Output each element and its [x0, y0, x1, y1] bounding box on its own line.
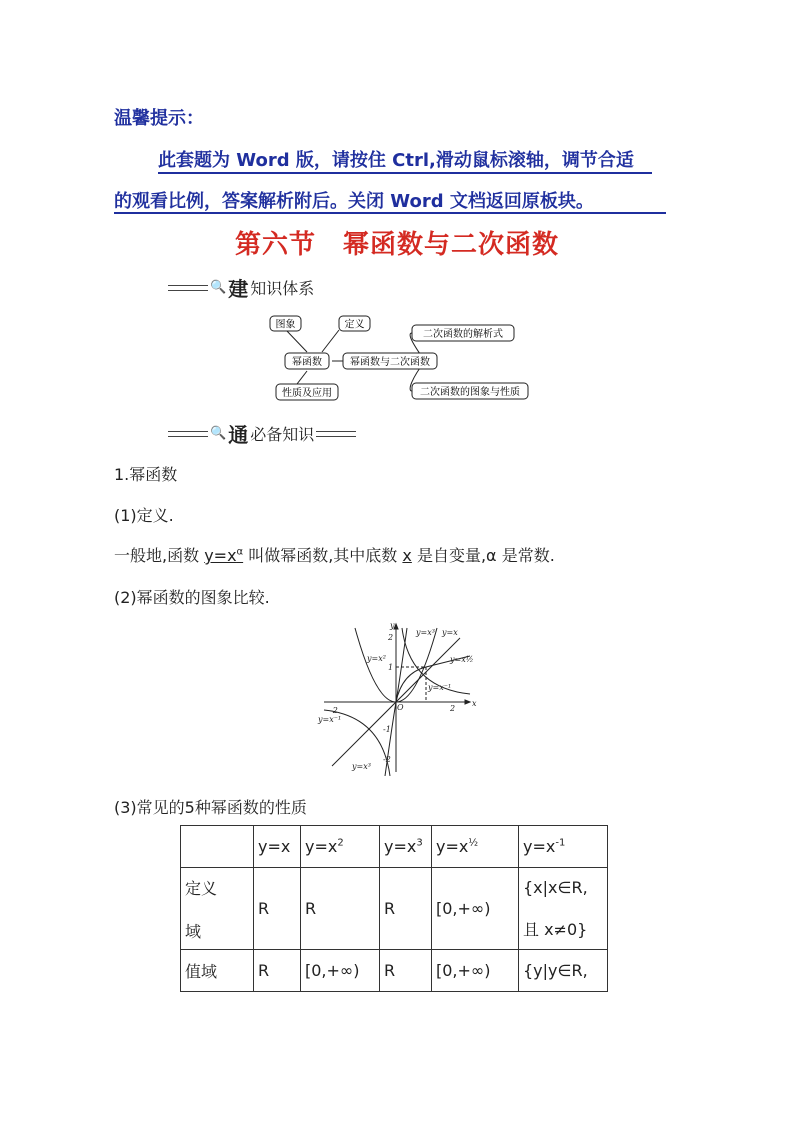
table-cell: R [301, 868, 380, 950]
table-header-cell [181, 826, 254, 868]
label-recip-neg: y=x⁻¹ [318, 715, 342, 724]
table-cell: [0,+∞) [301, 950, 380, 992]
tick-y-neg2: -2 [383, 755, 391, 764]
tip-underline-1 [158, 172, 652, 174]
subheading-graph-compare: (2)幂函数的图象比较. [114, 588, 270, 607]
tip-underline-2 [114, 212, 666, 214]
table-cell: R [254, 868, 301, 950]
table-header-cell: y=x [254, 826, 301, 868]
table-header-cell: $y=x^{-1}$ [519, 826, 608, 868]
table-row [181, 950, 608, 992]
svg-text:性质及应用: 性质及应用 [282, 388, 332, 399]
section-icon-char: 通 [228, 423, 249, 447]
magnifier-icon: 🔍 [210, 426, 227, 441]
heading-power-function: 1.幂函数 [114, 465, 178, 484]
section-label: 必备知识 [250, 425, 315, 444]
mindmap-node-image [270, 316, 301, 331]
tick-x-2: 2 [450, 704, 456, 713]
axis-y-label: y [390, 621, 395, 630]
subheading-properties: (3)常见的5种幂函数的性质 [114, 798, 307, 817]
magnifier-icon: 🔍 [210, 280, 227, 295]
properties-table [180, 825, 608, 992]
table-cell: R [380, 950, 432, 992]
tick-y-1: 1 [388, 663, 394, 672]
table-cell: {x|x∈R, 且 x≠0} [519, 868, 608, 950]
svg-text:二次函数的图象与性质: 二次函数的图象与性质 [420, 387, 520, 398]
tick-y-neg1: -1 [383, 725, 391, 734]
power-function-graph [310, 618, 480, 776]
svg-text:幂函数: 幂函数 [292, 357, 322, 368]
label-recip-pos: y=x⁻¹ [428, 683, 452, 692]
label-cube-neg: y=x³ [352, 762, 371, 771]
label-sqrt: y=x½ [450, 655, 474, 664]
section-header-essential-knowledge [168, 419, 356, 448]
svg-text:定义: 定义 [344, 319, 365, 331]
origin-label: O [397, 703, 404, 712]
svg-text:图象: 图象 [275, 319, 296, 331]
label-square: y=x² [367, 654, 386, 663]
mindmap-node-definition [339, 316, 370, 331]
label-linear: y=x [442, 628, 458, 637]
page-title: 第六节 幂函数与二次函数 [234, 230, 559, 260]
knowledge-mindmap [262, 308, 537, 404]
tick-x-neg2: -2 [330, 706, 338, 715]
double-rule [316, 431, 356, 437]
section-header-knowledge-system [168, 273, 314, 302]
section-label: 知识体系 [250, 279, 315, 298]
table-cell: [0,+∞) [432, 950, 519, 992]
table-row [181, 868, 608, 950]
table-header-cell: $y=x^{\frac{1}{2}}$ [432, 826, 519, 868]
table-cell: [0,+∞) [432, 868, 519, 950]
tip-title: 温馨提示： [114, 108, 204, 129]
table-header-cell: $y=x^3$ [380, 826, 432, 868]
mindmap-node-quadratic-expression [412, 325, 514, 341]
table-cell: 定义 域 [181, 868, 254, 950]
definition-text: 一般地,函数 $y=x^\alpha$ 叫做幂函数,其中底数 x 是自变量,α 是常数. [114, 546, 555, 565]
table-cell: R [254, 950, 301, 992]
table-header-cell: $y=x^2$ [301, 826, 380, 868]
table-header-row [181, 826, 608, 868]
subheading-definition: (1)定义. [114, 506, 174, 525]
tip-line-2: 的观看比例，答案解析附后。关闭 Word 文档返回原板块。 [114, 191, 594, 212]
mindmap-node-power-function [285, 353, 329, 369]
double-rule [168, 431, 208, 437]
svg-text:二次函数的解析式: 二次函数的解析式 [423, 329, 503, 340]
double-rule [168, 285, 208, 291]
mindmap-node-main [343, 353, 437, 369]
table-cell: {y|y∈R, [519, 950, 608, 992]
table-cell: 值域 [181, 950, 254, 992]
tick-y-2: 2 [388, 633, 394, 642]
mindmap-node-quadratic-graph [412, 383, 528, 399]
svg-text:幂函数与二次函数: 幂函数与二次函数 [350, 357, 430, 368]
mindmap-node-properties [276, 384, 338, 400]
table-cell: R [380, 868, 432, 950]
label-cube: y=x³ [416, 628, 435, 637]
tip-line-1: 此套题为 Word 版，请按住 Ctrl,滑动鼠标滚轴，调节合适 [158, 150, 634, 171]
section-icon-char: 建 [228, 277, 249, 301]
axis-x-label: x [472, 699, 477, 708]
